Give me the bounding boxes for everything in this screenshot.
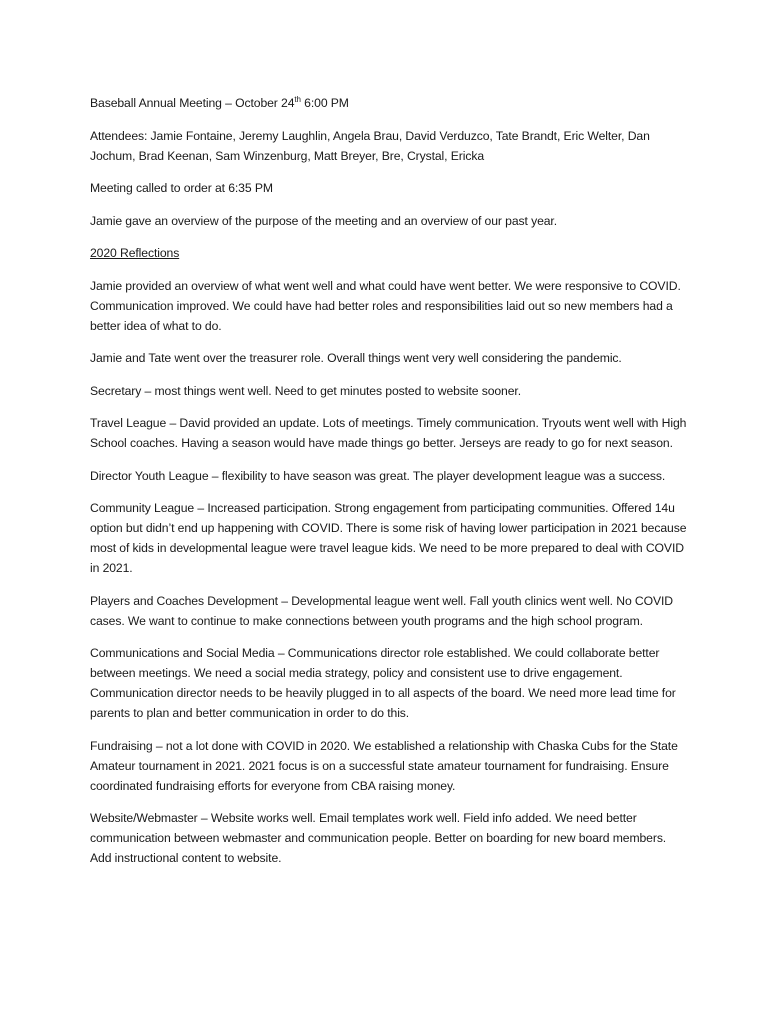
meeting-overview: Jamie gave an overview of the purpose of the meeting and an overview of our past year. <box>90 213 557 228</box>
attendees-list: Attendees: Jamie Fontaine, Jeremy Laughlin, Angela Brau, David Verduzco, Tate Brandt, Eric Welter, Dan Jochum, Brad Keenan, Sam Winzenburg, Matt Breyer, Bre, Crystal, Ericka <box>90 128 650 163</box>
document-body <box>90 93 690 881</box>
reflection-paragraph: Jamie provided an overview of what went well and what could have went better. We were responsive to COVID. Communication improved. We could have had better roles and responsibilities laid out so new members had a better idea of what to do. <box>90 278 681 333</box>
reflection-paragraph: Community League – Increased participation. Strong engagement from participating communities. Offered 14u option but didn’t end up happening with COVID. There is some risk of having lower participation in 2021 because most of kids in developmental league were travel league kids. We need to be more prepared to deal with COVID in 2021. <box>90 501 687 575</box>
title-time: 6:00 PM <box>300 96 349 110</box>
reflection-paragraph: Players and Coaches Development – Developmental league went well. Fall youth clinics went well. No COVID cases. We want to continue to make connections between youth programs and the high school program. <box>90 593 674 628</box>
reflection-paragraph: Director Youth League – flexibility to have season was great. The player development league was a success. <box>90 468 666 483</box>
title-ordinal-suffix: th <box>294 94 301 104</box>
reflection-paragraph: Secretary – most things went well. Need to get minutes posted to website sooner. <box>90 383 521 398</box>
reflection-paragraph: Fundraising – not a lot done with COVID in 2020. We established a relationship with Chaska Cubs for the State Amateur tournament in 2021. 2021 focus is on a successful state amateur tournament for fundraising. Ensure coordinated fundraising efforts for everyone from CBA raising money. <box>90 738 678 793</box>
meeting-title <box>90 93 690 113</box>
section-heading: 2020 Reflections <box>90 246 180 260</box>
title-prefix: Baseball Annual Meeting – October 24 <box>90 96 295 110</box>
reflection-paragraph: Communications and Social Media – Communications director role established. We could collaborate better between meetings. We need a social media strategy, policy and consistent use to drive engagement. Communication director needs to be heavily plugged in to all aspects of the board. We need more lead time for parents to plan and better communication in order to do this. <box>90 646 676 720</box>
reflection-paragraph: Jamie and Tate went over the treasurer role. Overall things went very well considering the pandemic. <box>90 351 622 365</box>
reflection-paragraph: Website/Webmaster – Website works well. Email templates work well. Field info added. We need better communication between webmaster and communication people. Better on boarding for new board members. Add instructional content to website. <box>90 811 667 865</box>
reflection-paragraph: Travel League – David provided an update. Lots of meetings. Timely communication. Tryouts went well with High School coaches. Having a season would have made things go better. Jerseys are ready to go for next season. <box>90 416 687 450</box>
called-to-order: Meeting called to order at 6:35 PM <box>90 181 273 195</box>
